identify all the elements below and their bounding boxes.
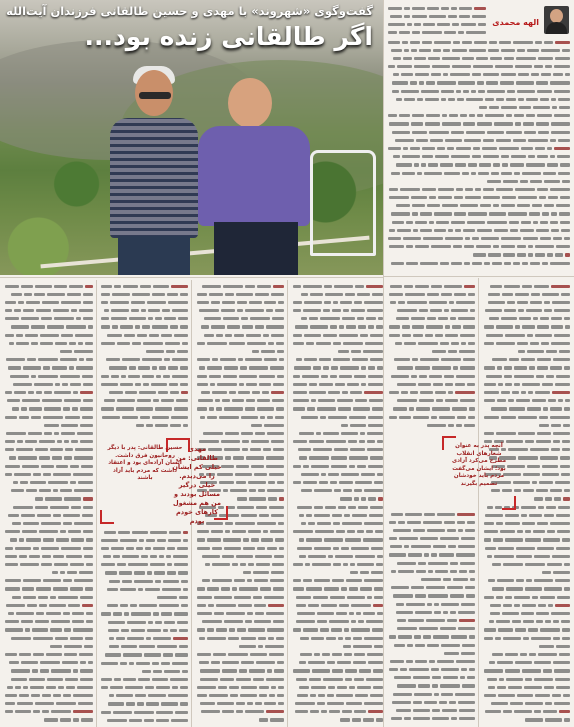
article-kicker: گفت‌وگوی «شهروند» با مهدی و حسین طالقانی فرزندان آیت‌الله [6, 4, 373, 18]
pull-quote-1: مهدی طالقانی: من خیلی کم ایشان را می‌دیدم. خیلی درگیر مسائل بودند و من هم مشغول کارهای خودم بودم [166, 438, 228, 520]
article-column-2 [387, 282, 475, 432]
garden-chair [310, 150, 376, 256]
article-column-5 [99, 282, 188, 432]
intro-lead [386, 4, 486, 36]
article-column-5b [99, 528, 188, 724]
hero-photo [0, 0, 383, 275]
article-column-6 [3, 282, 93, 724]
person-left [110, 118, 198, 238]
article-column-3 [291, 282, 383, 724]
intro-text [386, 38, 570, 270]
pull-quote-3: آنچه پدر به عنوان شعارهای انقلاب مطرح می‌کرد آزادی بود؛ ایشان می‌گفت مردم باید خودشان تصمیم بگیرند [442, 436, 516, 510]
author-name: الهه محمدی [492, 18, 539, 27]
person-right [198, 126, 310, 226]
person-right-head [228, 78, 272, 128]
intro-box [386, 2, 570, 272]
pull-quote-2: حسین طالقانی: پدر با دیگر روحانیون فرق داشت. انسان آزاده‌ای بود و اعتقاد داشت که مردم باید آزاد باشند [100, 438, 190, 524]
article-headline: اگر طالقانی زنده بود... [84, 22, 373, 51]
article-column-2b [387, 510, 475, 724]
